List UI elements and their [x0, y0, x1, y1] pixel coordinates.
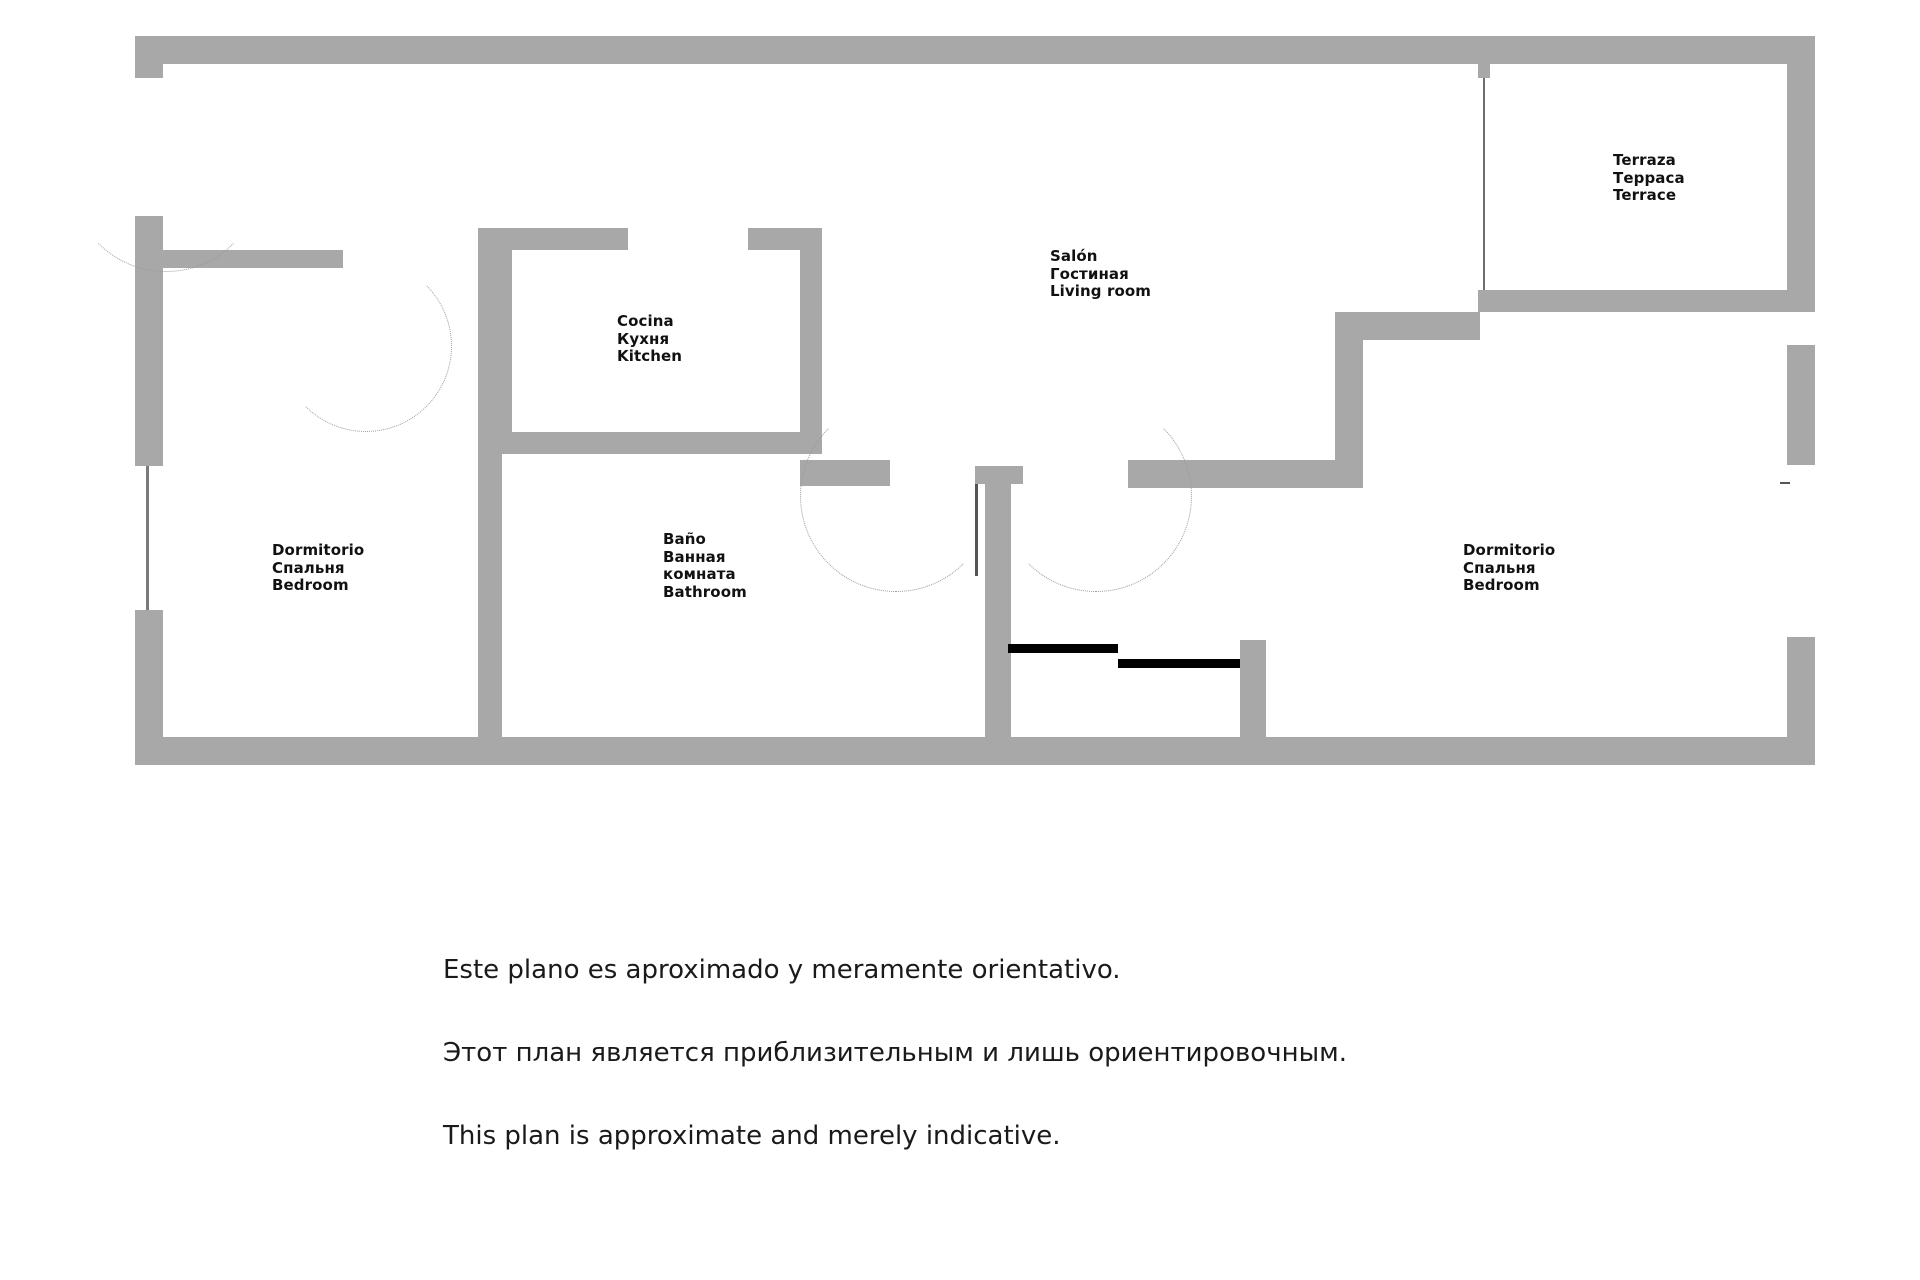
- disclaimer-spanish: Este plano es aproximado y meramente orientativo.: [443, 955, 1121, 985]
- bedroom-right-label-en: Bedroom: [1463, 576, 1540, 595]
- wall-right-terrace: [1787, 36, 1815, 301]
- wall-top-terrace: [1530, 36, 1815, 64]
- counter-bar-right: [1118, 659, 1246, 668]
- living-room-label-es: Salón: [1050, 247, 1098, 265]
- bedroom-left-label-en: Bedroom: [272, 576, 349, 595]
- bathroom-label-ru-2: комната: [663, 565, 736, 584]
- door-arc-corridor: [1000, 400, 1192, 592]
- disclaimer-russian: Этот план является приблизительным и лишь ориентировочным.: [443, 1038, 1347, 1068]
- wall-bottom: [135, 737, 1815, 765]
- room-label-bathroom: [663, 531, 747, 602]
- bedroom-left-label-ru: Спальня: [272, 558, 345, 577]
- wall-kitchen-left-inner: [490, 250, 512, 432]
- room-label-bedroom-right: [1463, 542, 1555, 595]
- door-arc-entry: [70, 80, 262, 272]
- window-right-outer: [1797, 465, 1800, 637]
- terrace-glazing-line: [1483, 78, 1485, 290]
- bedroom-right-label-ru: Спальня: [1463, 558, 1536, 577]
- counter-block-right: [1240, 640, 1266, 670]
- terrace-label-ru: Терраса: [1613, 168, 1685, 187]
- wall-terrace-left: [1478, 60, 1490, 78]
- disclaimer-english: This plan is approximate and merely indicative.: [443, 1121, 1061, 1151]
- room-label-kitchen: [617, 313, 682, 366]
- wall-terrace-left-lower: [1478, 290, 1490, 304]
- window-left-outer: [146, 466, 149, 610]
- terrace-label-en: Terrace: [1613, 186, 1677, 205]
- door-arc-bedroom-left: [280, 260, 452, 432]
- wall-kitchen-bottom: [490, 432, 822, 454]
- wall-living-step-horizontal: [1335, 312, 1480, 340]
- counter-bar-left: [1008, 644, 1118, 653]
- living-room-label-en: Living room: [1050, 282, 1151, 301]
- wall-kitchen-top-left: [478, 228, 628, 250]
- wall-kitchen-right: [800, 228, 822, 450]
- kitchen-label-ru: Кухня: [617, 329, 670, 348]
- bathroom-label-es: Baño: [663, 530, 706, 548]
- kitchen-label-es: Cocina: [617, 312, 674, 330]
- bedroom-left-label-es: Dormitorio: [272, 541, 365, 559]
- living-room-label-ru: Гостиная: [1050, 264, 1129, 283]
- window-right-mark: [1780, 482, 1790, 484]
- room-label-living-room: [1050, 248, 1151, 301]
- wall-right-outer-lower: [1787, 637, 1815, 765]
- wall-right-outer: [1787, 345, 1815, 465]
- bathroom-label-en: Bathroom: [663, 583, 747, 602]
- bathroom-label-ru-1: Ванная: [663, 547, 726, 566]
- kitchen-label-en: Kitchen: [617, 347, 683, 366]
- terrace-label-es: Terraza: [1613, 151, 1676, 169]
- room-label-terrace: [1613, 152, 1685, 205]
- wall-terrace-bottom: [1478, 290, 1815, 312]
- bedroom-right-label-es: Dormitorio: [1463, 541, 1556, 559]
- room-label-bedroom-left: [272, 542, 364, 595]
- wall-left-upper: [135, 36, 163, 78]
- wall-top-main: [135, 36, 1530, 64]
- door-arc-bathroom: [800, 400, 992, 592]
